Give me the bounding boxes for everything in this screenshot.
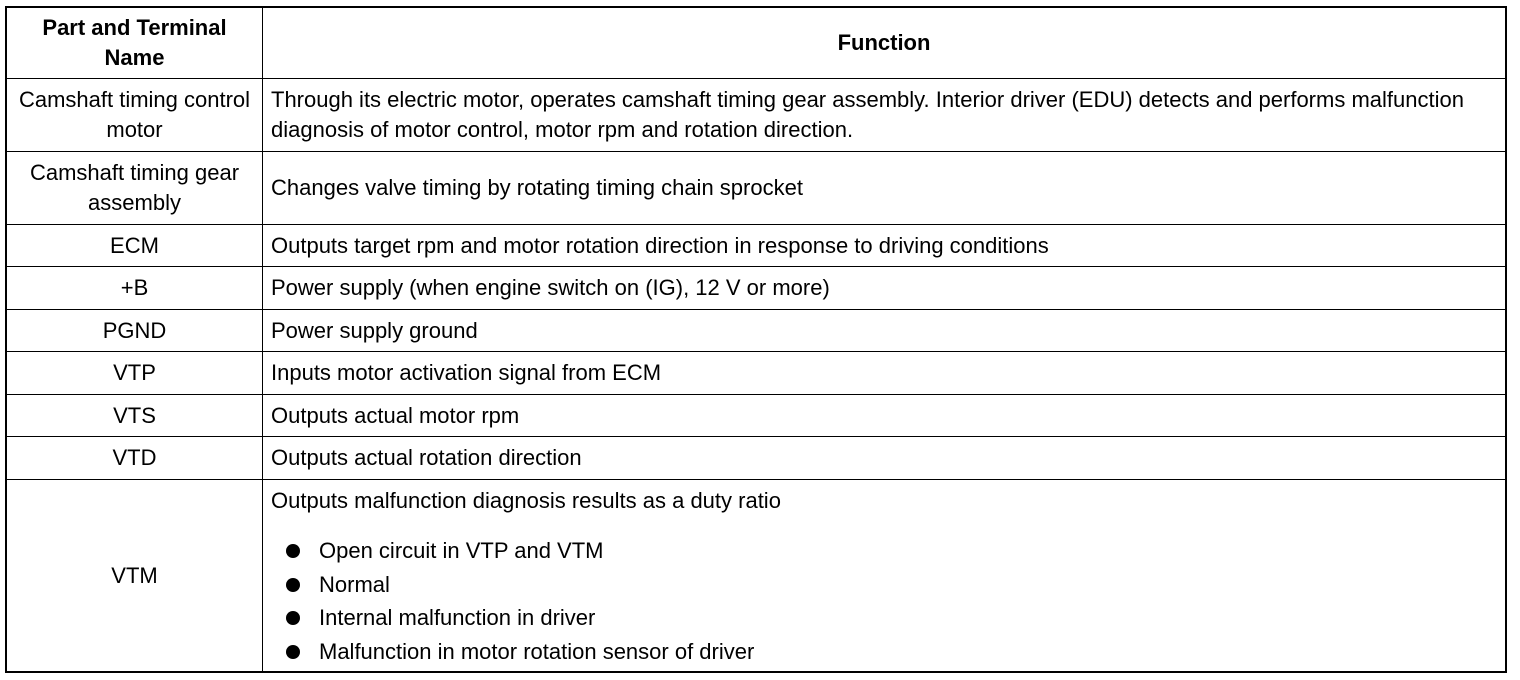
function-text: Outputs malfunction diagnosis results as a duty ratio xyxy=(271,488,781,513)
table-row xyxy=(7,437,1505,480)
table-row xyxy=(7,152,1505,225)
table-row xyxy=(7,79,1505,152)
table-row xyxy=(7,310,1505,352)
function-cell: Outputs actual motor rpm xyxy=(271,402,520,428)
part-name-cell: VTD xyxy=(7,437,263,479)
header-part-name: Part and Terminal Name xyxy=(7,8,263,78)
table-row xyxy=(7,480,1505,671)
part-name-cell: PGND xyxy=(7,310,263,351)
function-cell: Inputs motor activation signal from ECM xyxy=(271,360,662,385)
list-item-label: Open circuit in VTP and VTM xyxy=(319,538,604,563)
part-name-cell: Camshaft timing control motor xyxy=(7,79,263,151)
list-item xyxy=(271,568,1497,602)
header-function: Function xyxy=(837,30,931,55)
part-name-cell: VTP xyxy=(7,352,263,394)
function-cell: Through its electric motor, operates camshaft timing gear assembly. Interior driver (EDU) detects and performs malfunction diagnosis of motor control, motor rpm and rotation direction. xyxy=(271,87,1464,142)
bullet-icon xyxy=(286,611,300,625)
function-cell xyxy=(263,480,1505,671)
part-name-cell: ECM xyxy=(7,225,263,266)
function-table xyxy=(5,6,1507,673)
list-item-label: Normal xyxy=(319,571,390,597)
part-name-cell: VTM xyxy=(7,480,263,671)
list-item-label: Internal malfunction in driver xyxy=(319,605,596,630)
table-row xyxy=(7,352,1505,395)
function-cell: Outputs target rpm and motor rotation direction in response to driving conditions xyxy=(271,232,1049,258)
bullet-icon xyxy=(286,578,300,592)
table-row xyxy=(7,225,1505,267)
list-item xyxy=(271,601,1497,635)
list-item-label: Malfunction in motor rotation sensor of driver xyxy=(319,638,755,664)
function-cell: Power supply (when engine switch on (IG), 12 V or more) xyxy=(271,275,830,300)
function-cell: Changes valve timing by rotating timing chain sprocket xyxy=(271,175,803,200)
table-row xyxy=(7,395,1505,437)
part-name-cell: VTS xyxy=(7,395,263,436)
list-item xyxy=(271,534,1497,568)
bullet-list xyxy=(271,534,1497,668)
function-cell: Power supply ground xyxy=(271,317,478,343)
bullet-icon xyxy=(286,544,300,558)
part-name-cell: Camshaft timing gear assembly xyxy=(7,152,263,224)
table-row xyxy=(7,267,1505,310)
table-header-row xyxy=(7,8,1505,79)
bullet-icon xyxy=(286,645,300,659)
list-item xyxy=(271,635,1497,669)
function-cell: Outputs actual rotation direction xyxy=(271,445,582,470)
part-name-cell: +B xyxy=(7,267,263,309)
